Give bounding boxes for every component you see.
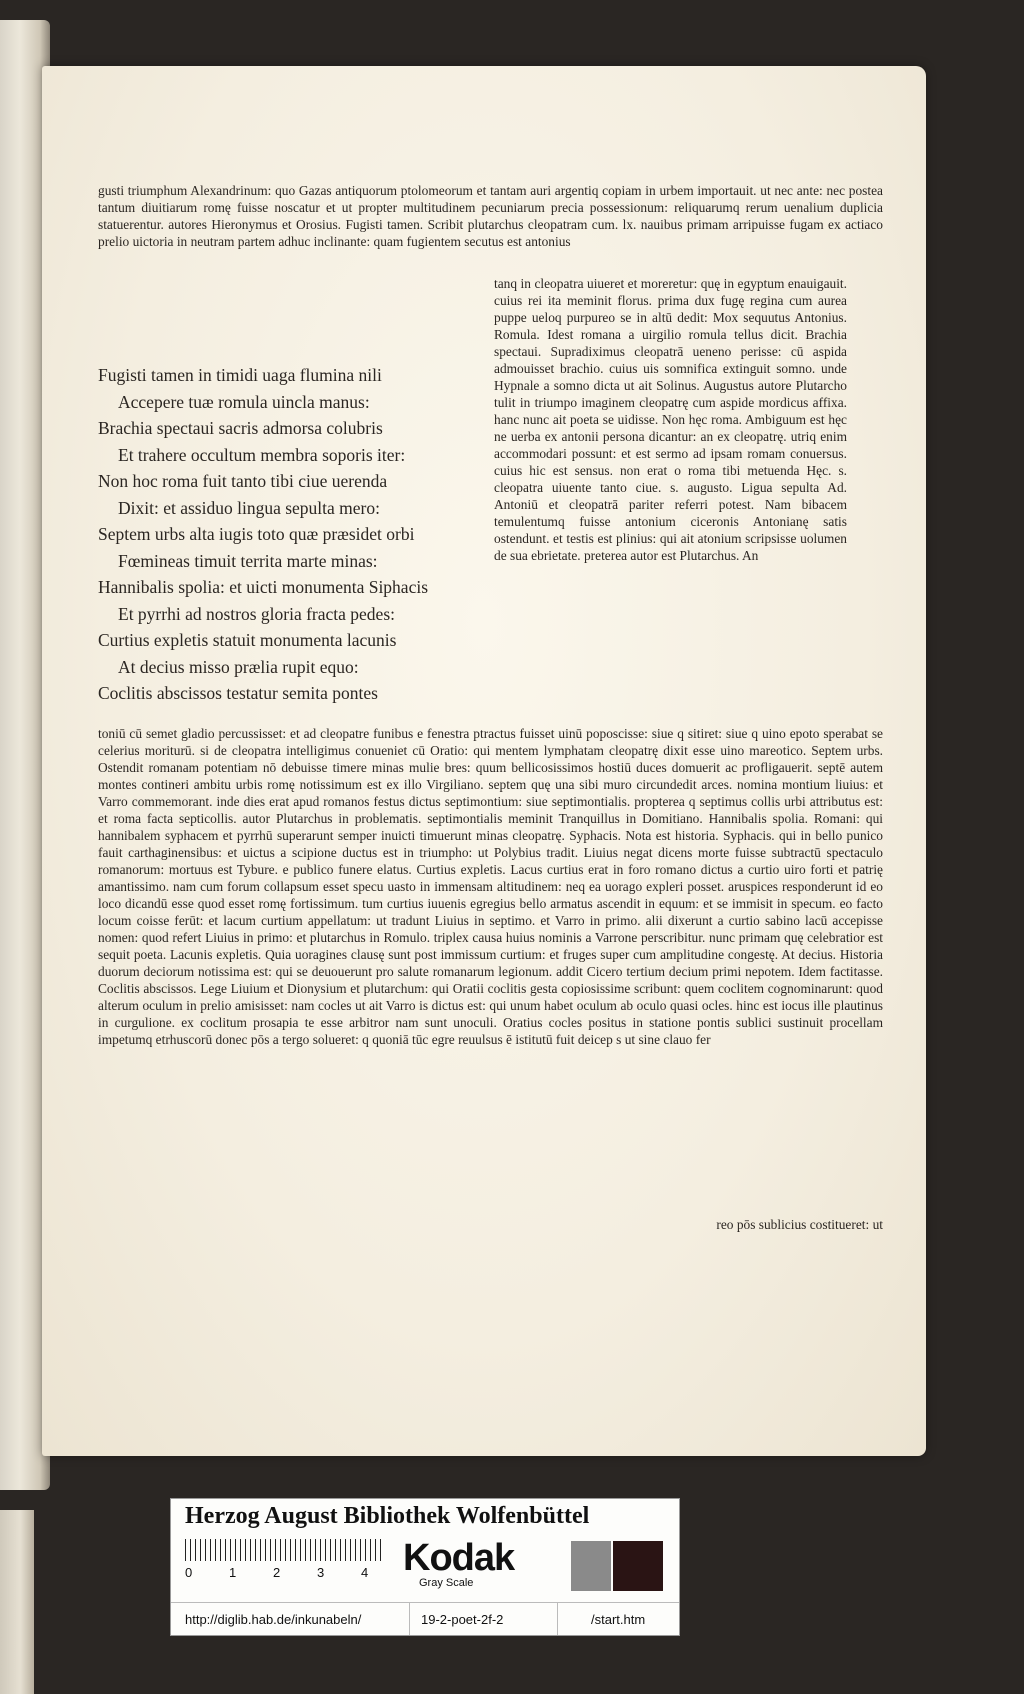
ruler-number: 0 bbox=[185, 1565, 193, 1580]
verse-block bbox=[98, 362, 528, 707]
library-title: Herzog August Bibliothek Wolfenbüttel bbox=[185, 1503, 590, 1529]
kodak-logo: Kodak bbox=[403, 1537, 515, 1579]
verse-line: Coclitis abscissos testatur semita pontes bbox=[98, 683, 378, 703]
verse-line: Fugisti tamen in timidi uaga flumina nili bbox=[98, 365, 382, 385]
verse-line: Hannibalis spolia: et uicti monumenta Siphacis bbox=[98, 577, 429, 597]
verse-line: Et trahere occultum membra soporis iter: bbox=[118, 444, 406, 465]
verse-line: Curtius expletis statuit monumenta lacunis bbox=[98, 630, 397, 650]
verse-line: At decius misso prælia rupit equo: bbox=[118, 656, 359, 677]
dark-swatch bbox=[613, 1541, 663, 1591]
verse-line: Brachia spectaui sacris admorsa colubris bbox=[98, 418, 383, 438]
commentary-top: gusti triumphum Alexandrinum: quo Gazas antiquorum ptolomeorum et tantam auri argentiq copiam in urbem importauit. ut nec ante: nec postea tantum diuitiarum romę fuisse noscatur et ut propter multitudinem pecuniarum precia possessionum: reliquarumq rerum uenalium duplicia statuerentur. autores Hieronymus et Orosius. Fugisti tamen. Scribit plutarchus cleopatram cum. lx. nauibus primam arripuisse fugam ex actiaco prelio uictoria in neutram partem adhuc inclinante: quam fugientem secutus est antonius bbox=[98, 183, 883, 249]
commentary-side: tanq in cleopatra uiueret et moreretur: quę in egyptum enauigauit. cuius rei ita meminit florus. prima dux fugę regina cum aurea puppe ueloq purpureo se in altū dedit: Mox sequutus Antonius. Romula. Idest romana a uirgilio romula tellus dicit. Brachia spectaui. Supradiximus cleopatrā ueneno perisse: cū aspida admouisset brachio. cuius uis somnifica extinguit somno. unde Hypnale a somno dicta ut ait Solinus. Augustus autore Plutarcho tulit in triumpo imaginem cleopatrę cum aspide mordicus affixa. hanc nunc ait poeta se uidisse. Non hęc roma. Ambiguum est hęc ne uerba ex antonii persona dicantur: an ex cleopatrę. utriq enim accommodari possunt: et est sermo ad ipsam romam conuersus. cuius hic est sensus. non erat o roma tibi metuenda Hęc. s. cleopatra uiuente tanto ciue. s. augusto. Ligua sepulta Ad. Antoniū et cleopatrā pariter referri potest. Nam bibacem temulentumq fuisse antonium ciceronis Antonianę satis ostendunt. et testis est plinius: qui ait atonium scripsisse uolumen de sua ebrietate. preterea autor est Plutarchus. An bbox=[494, 276, 847, 563]
gray-scale-label: Gray Scale bbox=[419, 1577, 474, 1589]
ruler-number: 3 bbox=[317, 1565, 325, 1580]
ruler-number: 2 bbox=[273, 1565, 281, 1580]
ruler-number: 4 bbox=[361, 1565, 369, 1580]
commentary-bottom: toniū cū semet gladio percussisset: et ad cleopatre funibus e fenestra ptractus fuisset uinū poposcisse: siue q sitiret: siue q uino epoto sperabat se celerius moriturū. si de cleopatra intelligimus conueniet cū Oratio: qui mentem lymphatam cleopatrę dixit esse uino mareotico. Septem urbs. Ostendit romanam potentiam nō debuisse timere minas mulie bres: quum bellicosissimos hostiū duces domuerit ac profligauerit. septē autem montes contineri ambitu urbis romę notissimum est ex illo Virgiliano. septem quę una sibi muro circundedit arces. nomina montium liuius: et Varro commemorant. inde dies erat apud romanos festus dictus septimontium: siue septimontialis. propterea q septimus collis urbi attributus est: et roma facta septicollis. autor Plutarchus in problematis. septimontialis meminit Tranquillus in Domitiano. Hannibalis spolia. Romani: qui hannibalem syphacem et pyrrhū superarunt semper inuicti timuerunt minas cleopatrę. Syphacis. Nota est historia. Syphacis. qui in bello punico fauit carthaginensibus: et uictus a scipione ductus est in triumpho: ut Polybius tradit. Liuius negat dicens morte fuisse subtractū spectaculo romanorum: mortuus est Tybure. e publico funere elatus. Curtius expletis. Lacus curtius erat in foro romano dictus a curtio uiro forti et patrię amantissimo. nam cum forum collapsum esset specu uasto in immensam altitudinem: neq ea uorago expleri posset. aruspices responderunt id eo loco dicandū esse quod esset romę fortissimum. tum curtius iuuenis egregius bello armatus ascendit in equum: et se immisit in specum. eo facto locum coisse ferūt: et lacum curtium appellatum: ut tradunt Liuius in septimo. et Varro in primo. alii dixerunt a curtio sabino lacū accepisse nomen: quod refert Liuius in primo: et plutarchus in Romulo. triplex causa huius nominis a Varrone perscribitur. nunc primam quę celebratior est sequit poeta. Lacunis expletis. Quia uoragines clausę sunt post immissum curtium: et fruges super cum amplitudine congestę. At decius. Historia duorum deciorum notissima est: qui se deuouerunt pro salute romanarum legionum. addit Cicero tertium decium primi nepotem. Idem factitasse. Coclitis abscissos. Lege Liuium et Dionysium et plutarchum: qui Oratii coclitis gesta copiosissime scribunt: quem coclitem cognominarunt: quod alterum oculum in prelio amisisset: nam cocles ut ait Varro is dictus est: qui unum habet oculum ab oculo quasi ocles. hinc est iocus ille plautinus in curgulione. ex coclitum prosapia te esse arbitror nam sunt unoculi. Oratius cocles positus in statione pontis sublici sustinuit procellam impetumq etrhuscorū donec pōs a tergo solueret: q quoniā tūc egre reuulsus ē istitutū fuit deicep s ut sine clauo fer bbox=[98, 726, 883, 1047]
divider bbox=[557, 1603, 558, 1635]
gray-swatch bbox=[571, 1541, 611, 1591]
ruler-number: 1 bbox=[229, 1565, 237, 1580]
verse-line: Fœmineas timuit territa marte minas: bbox=[118, 550, 378, 571]
verse-line: Non hoc roma fuit tanto tibi ciue uerenda bbox=[98, 471, 388, 491]
divider bbox=[409, 1603, 410, 1635]
ruler-scale bbox=[185, 1539, 385, 1561]
start-link[interactable]: /start.htm bbox=[591, 1612, 646, 1627]
library-url[interactable]: http://diglib.hab.de/inkunabeln/ bbox=[185, 1612, 362, 1627]
commentary-last-line: reo pōs sublicius costitueret: ut bbox=[716, 1217, 883, 1232]
book-page bbox=[42, 66, 926, 1456]
url-row bbox=[171, 1602, 679, 1635]
verse-line: Dixit: et assiduo lingua sepulta mero: bbox=[118, 497, 380, 518]
verse-line: Accepere tuæ romula uincla manus: bbox=[118, 391, 370, 412]
verse-line: Et pyrrhi ad nostros gloria fracta pedes: bbox=[118, 603, 395, 624]
verse-line: Septem urbs alta iugis toto quæ præsidet orbi bbox=[98, 524, 415, 544]
library-color-card bbox=[170, 1498, 680, 1636]
binding-edge bbox=[0, 1510, 34, 1694]
shelfmark: 19-2-poet-2f-2 bbox=[421, 1612, 504, 1627]
